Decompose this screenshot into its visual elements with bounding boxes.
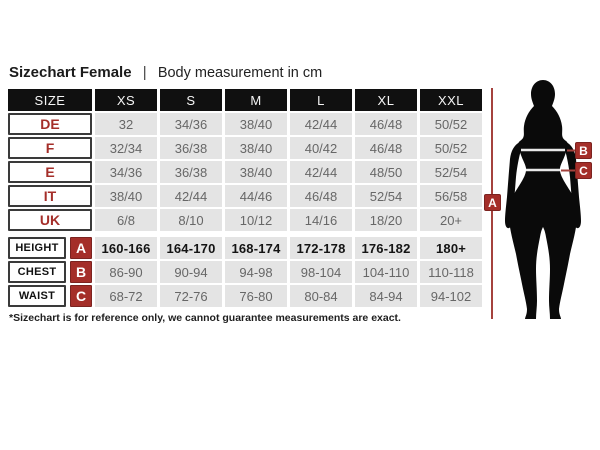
size-row-label-cell	[8, 137, 92, 159]
measure-value-cell: 168-174	[225, 237, 287, 259]
measure-value-cell: 94-102	[420, 285, 482, 307]
measure-row-badge-b: B	[70, 261, 92, 283]
measure-value-cell: 164-170	[160, 237, 222, 259]
measure-value-cell: 98-104	[290, 261, 352, 283]
measure-row-label-cell	[8, 237, 92, 259]
size-value-cell: 52/54	[420, 161, 482, 183]
measure-row-label-height: HEIGHT	[8, 237, 66, 259]
measure-value-cell: 180+	[420, 237, 482, 259]
measure-value-cell: 160-166	[95, 237, 157, 259]
size-value-cell: 46/48	[355, 137, 417, 159]
title-subtitle: Body measurement in cm	[157, 65, 323, 81]
size-row-label-de: DE	[8, 113, 92, 135]
size-value-cell: 10/12	[225, 209, 287, 231]
header-cell-xl: XL	[355, 89, 417, 111]
measurement-table	[8, 237, 482, 307]
size-value-cell: 38/40	[225, 137, 287, 159]
measure-value-cell: 68-72	[95, 285, 157, 307]
measure-value-cell: 176-182	[355, 237, 417, 259]
measure-row-label-cell	[8, 285, 92, 307]
title-main: Sizechart Female	[9, 64, 132, 81]
size-value-cell: 38/40	[95, 185, 157, 207]
size-value-cell: 42/44	[290, 113, 352, 135]
size-value-cell: 46/48	[290, 185, 352, 207]
size-value-cell: 38/40	[225, 161, 287, 183]
size-value-cell: 44/46	[225, 185, 287, 207]
size-value-cell: 46/48	[355, 113, 417, 135]
size-value-cell: 48/50	[355, 161, 417, 183]
footnote-text: *Sizechart is for reference only, we cannot guarantee measurements are exact.	[9, 312, 401, 324]
measure-row-label-chest: CHEST	[8, 261, 66, 283]
page-title	[9, 64, 322, 81]
female-silhouette	[509, 80, 578, 319]
measure-row-badge-a: A	[70, 237, 92, 259]
size-value-cell: 6/8	[95, 209, 157, 231]
size-value-cell: 42/44	[160, 185, 222, 207]
measure-row-badge-c: C	[70, 285, 92, 307]
size-row-label-uk: UK	[8, 209, 92, 231]
header-cell-xs: XS	[95, 89, 157, 111]
size-value-cell: 36/38	[160, 161, 222, 183]
size-row-label-e: E	[8, 161, 92, 183]
size-value-cell: 32	[95, 113, 157, 135]
measure-value-cell: 110-118	[420, 261, 482, 283]
size-value-cell: 50/52	[420, 137, 482, 159]
measure-value-cell: 94-98	[225, 261, 287, 283]
measurement-figure	[484, 78, 600, 324]
size-row-label-f: F	[8, 137, 92, 159]
size-value-cell: 36/38	[160, 137, 222, 159]
measure-value-cell: 84-94	[355, 285, 417, 307]
size-value-cell: 42/44	[290, 161, 352, 183]
size-value-cell: 20+	[420, 209, 482, 231]
size-value-cell: 32/34	[95, 137, 157, 159]
figure-badge-waist: C	[575, 162, 592, 179]
size-value-cell: 34/36	[95, 161, 157, 183]
size-row-label-cell	[8, 209, 92, 231]
female-silhouette-svg	[484, 78, 600, 324]
size-value-cell: 14/16	[290, 209, 352, 231]
size-table	[8, 89, 482, 231]
size-value-cell: 34/36	[160, 113, 222, 135]
measure-value-cell: 80-84	[290, 285, 352, 307]
size-value-cell: 50/52	[420, 113, 482, 135]
header-cell-s: S	[160, 89, 222, 111]
size-value-cell: 56/58	[420, 185, 482, 207]
measure-row-label-cell	[8, 261, 92, 283]
size-value-cell: 52/54	[355, 185, 417, 207]
measure-value-cell: 90-94	[160, 261, 222, 283]
figure-badge-chest: B	[575, 142, 592, 159]
size-value-cell: 8/10	[160, 209, 222, 231]
size-row-label-it: IT	[8, 185, 92, 207]
figure-badge-height: A	[484, 194, 501, 211]
measure-value-cell: 72-76	[160, 285, 222, 307]
header-cell-l: L	[290, 89, 352, 111]
title-separator: |	[142, 64, 147, 81]
header-cell-size: SIZE	[8, 89, 92, 111]
header-cell-m: M	[225, 89, 287, 111]
size-row-label-cell	[8, 161, 92, 183]
measure-value-cell: 86-90	[95, 261, 157, 283]
size-value-cell: 18/20	[355, 209, 417, 231]
measure-value-cell: 104-110	[355, 261, 417, 283]
size-value-cell: 38/40	[225, 113, 287, 135]
header-cell-xxl: XXL	[420, 89, 482, 111]
measure-row-label-waist: WAIST	[8, 285, 66, 307]
size-row-label-cell	[8, 113, 92, 135]
size-value-cell: 40/42	[290, 137, 352, 159]
size-row-label-cell	[8, 185, 92, 207]
measure-value-cell: 76-80	[225, 285, 287, 307]
measure-value-cell: 172-178	[290, 237, 352, 259]
